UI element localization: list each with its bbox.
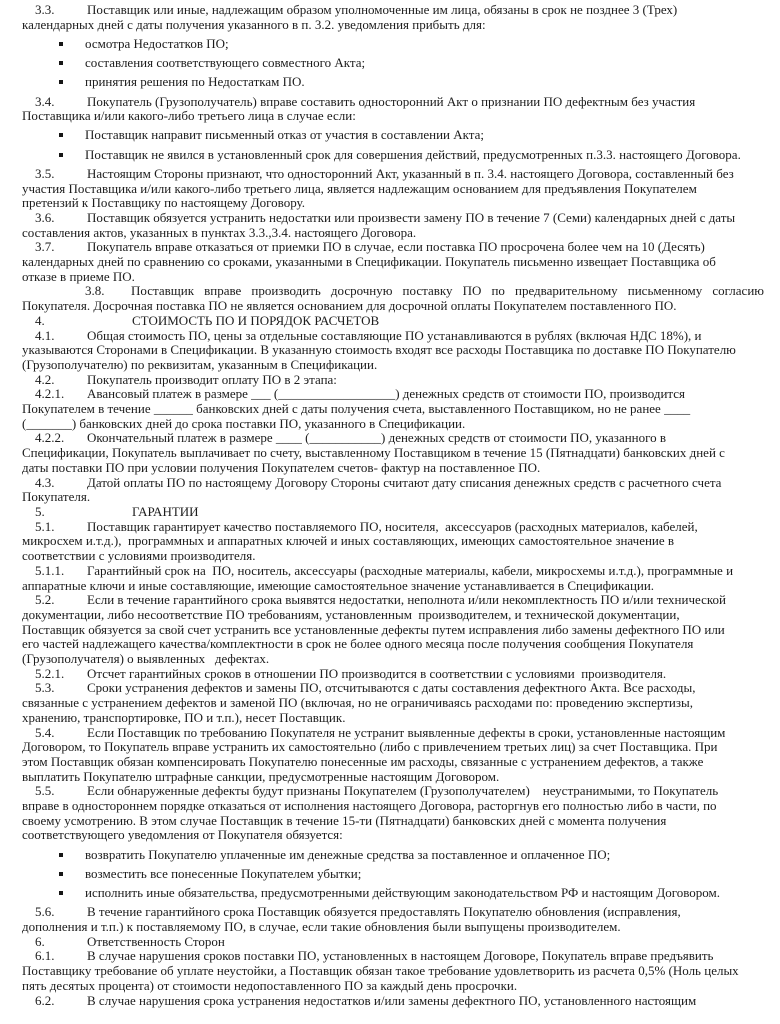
bullet-item bbox=[22, 75, 744, 90]
clause-text: В случае нарушения сроков поставки ПО, установленных в настоящем Договоре, Покупатель вправе предъявить Поставщику требование об уплате неустойки, а Поставщик обязан такое требование удовлетворить из расчета 0,5% (Ноль целых пять десятых процента) от стоимости недопоставленного ПО за каждый день просрочки. bbox=[22, 948, 739, 993]
clause-number: 3.5. bbox=[35, 165, 55, 181]
bullet-item bbox=[22, 867, 744, 882]
bullet-square-icon bbox=[59, 80, 63, 84]
section-heading bbox=[22, 505, 744, 520]
contract-clause bbox=[22, 476, 744, 505]
clause-number: 4.2. bbox=[35, 371, 55, 387]
clause-number: 4.2.2. bbox=[35, 430, 65, 446]
contract-clause bbox=[22, 387, 744, 431]
clause-text: Поставщик вправе производить досрочную поставку ПО по предварительному письменному согласию Покупателя. Досрочная поставка ПО не является основанием для досрочной оплаты Покупателем поставленного ПО. bbox=[22, 283, 764, 314]
bullet-item bbox=[22, 848, 744, 863]
bullet-item bbox=[22, 128, 744, 143]
clause-number: 3.8. bbox=[85, 283, 105, 299]
bullet-square-icon bbox=[59, 853, 63, 857]
bullet-item bbox=[22, 886, 744, 901]
contract-clause bbox=[22, 3, 744, 32]
contract-clause bbox=[22, 240, 744, 284]
bullet-square-icon bbox=[59, 61, 63, 65]
clause-number: 3.7. bbox=[35, 239, 55, 255]
contract-clause bbox=[22, 994, 744, 1009]
clause-text: Гарантийный срок на ПО, носитель, аксессуары (расходные материалы, кабели, микросхемы и.т.д.), программные и аппаратные ключи и иные составляющие, имеющие самостоятельное значение устанавливается в Спецификации. bbox=[22, 562, 734, 593]
contract-clause bbox=[22, 726, 744, 785]
clause-number: 5.1. bbox=[35, 518, 55, 534]
clause-number: 6.2. bbox=[35, 992, 55, 1008]
clause-text: Покупатель производит оплату ПО в 2 этапа: bbox=[87, 371, 337, 387]
bullet-item bbox=[22, 56, 744, 71]
clause-number: 5.2. bbox=[35, 592, 55, 608]
clause-text: Покупатель (Грузополучатель) вправе составить односторонний Акт о признании ПО дефектным без участия Поставщика и/или какого-либо третьего лица в случае если: bbox=[22, 93, 696, 124]
clause-number: 6.1. bbox=[35, 948, 55, 964]
clause-number: 5. bbox=[35, 504, 45, 519]
bullet-square-icon bbox=[59, 133, 63, 137]
clause-text: Настоящим Стороны признают, что односторонний Акт, указанный в п. 3.4. настоящего Договора, составленный без участия Поставщика и/или какого-либо третьего лица, является надлежащим основанием для предъявления Покупателем претензий к Поставщику по настоящему Договору. bbox=[22, 165, 734, 211]
clause-number: 5.5. bbox=[35, 783, 55, 799]
clause-number: 5.2.1. bbox=[35, 665, 65, 681]
clause-text: Покупатель вправе отказаться от приемки ПО в случае, если поставка ПО просрочена более чем на 10 (Десять) календарных дней по сравнению со сроками, указанными в Спецификации. Покупатель письменно извещает Поставщика об отказе в приеме ПО. bbox=[22, 239, 716, 284]
clause-text: составления соответствующего совместного Акта; bbox=[85, 55, 366, 71]
clause-number: 3.3. bbox=[35, 2, 55, 17]
section-heading bbox=[22, 935, 744, 950]
clause-text: Поставщик обязуется устранить недостатки или произвести замену ПО в течение 7 (Семи) календарных дней с даты составления актов, указанных в пунктах 3.3.,3.4. настоящего Договора. bbox=[22, 209, 736, 240]
clause-text: Датой оплаты ПО по настоящему Договору Стороны считают дату списания денежных средств с расчетного счета Покупателя. bbox=[22, 474, 722, 505]
bullet-square-icon bbox=[59, 42, 63, 46]
contract-clause bbox=[22, 593, 744, 667]
clause-text: Отсчет гарантийных сроков в отношении ПО производится в соответствии с условиями производителя. bbox=[87, 665, 667, 681]
clause-text: Если Поставщик по требованию Покупателя не устранит выявленные дефекты в сроки, установленные настоящим Договором, то Покупатель вправе устранить их самостоятельно (либо с привлечением третьих лиц) за счет Поставщика. При этом Поставщик обязан компенсировать Покупателю понесенные им расходы, связанные с устранением дефектов, а также выплатить Покупателю штрафные санкции, предусмотренные настоящим Договором. bbox=[22, 724, 726, 784]
contract-clause bbox=[22, 95, 744, 124]
contract-clause bbox=[22, 431, 744, 475]
contract-clause bbox=[22, 211, 744, 240]
clause-number: 4.3. bbox=[35, 474, 55, 490]
clause-text: Окончательный платеж в размере ____ (___________) денежных средств от стоимости ПО, указанного в Спецификации, Покупатель выплачивает по счету, выставленному Поставщиком в течение 15 (Пятнадцати) банковских дней с даты поставки ПО при условии получения Покупателем счетов- фактур на поставленное ПО. bbox=[22, 430, 725, 475]
bullet-square-icon bbox=[59, 153, 63, 157]
clause-text: Поставщик гарантирует качество поставляемого ПО, носителя, аксессуаров (расходных материалов, кабелей, микросхем и.т.д.), программных и аппаратных ключей и иных составляющих, имеющих самостоятельное значение в соответствии с условиями производителя. bbox=[22, 518, 698, 564]
clause-text: возвратить Покупателю уплаченные им денежные средства за поставленное и оплаченное ПО; bbox=[85, 846, 611, 862]
clause-text: Поставщик или иные, надлежащим образом уполномоченные им лица, обязаны в срок не позднее 3 (Трех) календарных дней с даты получения указанного в п. 3.2. уведомления прибыть для: bbox=[22, 2, 678, 32]
clause-text: Сроки устранения дефектов и замены ПО, отсчитываются с даты составления дефектного Акта. Все расходы, связанные с устранением дефектов и заменой ПО (включая, но не ограничиваясь расходами по: проведению экспертизы, хранению, транспортировке, ПО и т.п.), несет Поставщик. bbox=[22, 680, 696, 725]
clause-number: 5.1.1. bbox=[35, 562, 65, 578]
clause-number: 3.4. bbox=[35, 93, 55, 109]
clause-number: 5.4. bbox=[35, 724, 55, 740]
clause-text: Авансовый платеж в размере ___ (__________________) денежных средств от стоимости ПО, производится Покупателем в течение ______ банковских дней с даты получения счета, выставленного Поставщиком, но не ранее ____ (_______) банковских дней до срока поставки ПО, указанного в Спецификации. bbox=[22, 386, 691, 431]
clause-text: возместить все понесенные Покупателем убытки; bbox=[85, 865, 362, 881]
clause-text: В случае нарушения срока устранения недостатков и/или замены дефектного ПО, установленного настоящим bbox=[87, 992, 697, 1008]
clause-text: Если обнаруженные дефекты будут признаны Покупателем (Грузополучателем) неустранимыми, то Покупатель вправе в одностороннем порядке отказаться от исполнения настоящего Договора, расторгнув его полностью либо в части, по своему усмотрению. В этом случае Поставщик в течение 15-ти (Пятнадцати) банковских дней с момента получения соответствующего уведомления от Покупателя обязуется: bbox=[22, 783, 719, 843]
bullet-square-icon bbox=[59, 891, 63, 895]
clause-number: 6. bbox=[35, 933, 45, 949]
clause-text: принятия решения по Недостаткам ПО. bbox=[85, 74, 305, 90]
contract-clause bbox=[22, 905, 744, 934]
clause-text: исполнить иные обязательства, предусмотренными действующим законодательством РФ и настоящим Договором. bbox=[85, 885, 721, 901]
clause-text: Если в течение гарантийного срока выявятся недостатки, неполнота и/или некомплектность ПО и/или технической документации, либо несоответствие ПО требованиям, установленным производителем, и технической документации, Поставщик обязуется за свой счет устранить все установленные дефекты путем исправления либо замены дефектного ПО или его частей надлежащего качества/комплектности в срок не более одного месяца после получения сообщения Покупателя (Грузополучателя) о выявленных дефектах. bbox=[22, 592, 726, 667]
bullet-square-icon bbox=[59, 872, 63, 876]
clause-number: 4.2.1. bbox=[35, 386, 65, 402]
clause-text: В течение гарантийного срока Поставщик обязуется предоставлять Покупателю обновления (исправления, дополнения и т.п.) к поставляемому ПО, в случае, если такие обновления были выпущены производителем. bbox=[22, 904, 681, 934]
clause-number: 5.3. bbox=[35, 680, 55, 696]
clause-number: 5.6. bbox=[35, 904, 55, 920]
clause-text: осмотра Недостатков ПО; bbox=[85, 35, 229, 51]
contract-clause bbox=[22, 167, 744, 211]
contract-clause bbox=[22, 564, 744, 593]
clause-number: 3.6. bbox=[35, 209, 55, 225]
section-heading-text: СТОИМОСТЬ ПО И ПОРЯДОК РАСЧЕТОВ bbox=[132, 312, 380, 328]
clause-number: 4. bbox=[35, 312, 45, 328]
contract-clause bbox=[22, 784, 744, 843]
contract-clause bbox=[22, 284, 764, 313]
section-heading-text: Ответственность Сторон bbox=[87, 933, 225, 949]
contract-clause bbox=[22, 373, 744, 388]
clause-text: Общая стоимость ПО, цены за отдельные составляющие ПО устанавливаются в рублях (включая НДС 18%), и указываются Сторонами в Спецификации. В указанную стоимость входят все расходы Поставщика по доставке ПО Покупателю (Грузополучателю) по реквизитам, указанным в Спецификации. bbox=[22, 327, 736, 372]
bullet-item bbox=[22, 148, 744, 163]
contract-clause bbox=[22, 667, 744, 682]
clause-number: 4.1. bbox=[35, 327, 55, 343]
section-heading-text: ГАРАНТИИ bbox=[132, 504, 199, 519]
contract-clause bbox=[22, 681, 744, 725]
contract-clause bbox=[22, 329, 744, 373]
contract-clause bbox=[22, 520, 744, 564]
document-body bbox=[22, 2, 764, 1008]
bullet-item bbox=[22, 37, 744, 52]
clause-text: Поставщик направит письменный отказ от участия в составлении Акта; bbox=[85, 127, 484, 143]
section-heading bbox=[22, 314, 744, 329]
clause-text: Поставщик не явился в установленный срок для совершения действий, предусмотренных п.3.3. настоящего Договора. bbox=[85, 146, 741, 162]
contract-clause bbox=[22, 949, 744, 993]
